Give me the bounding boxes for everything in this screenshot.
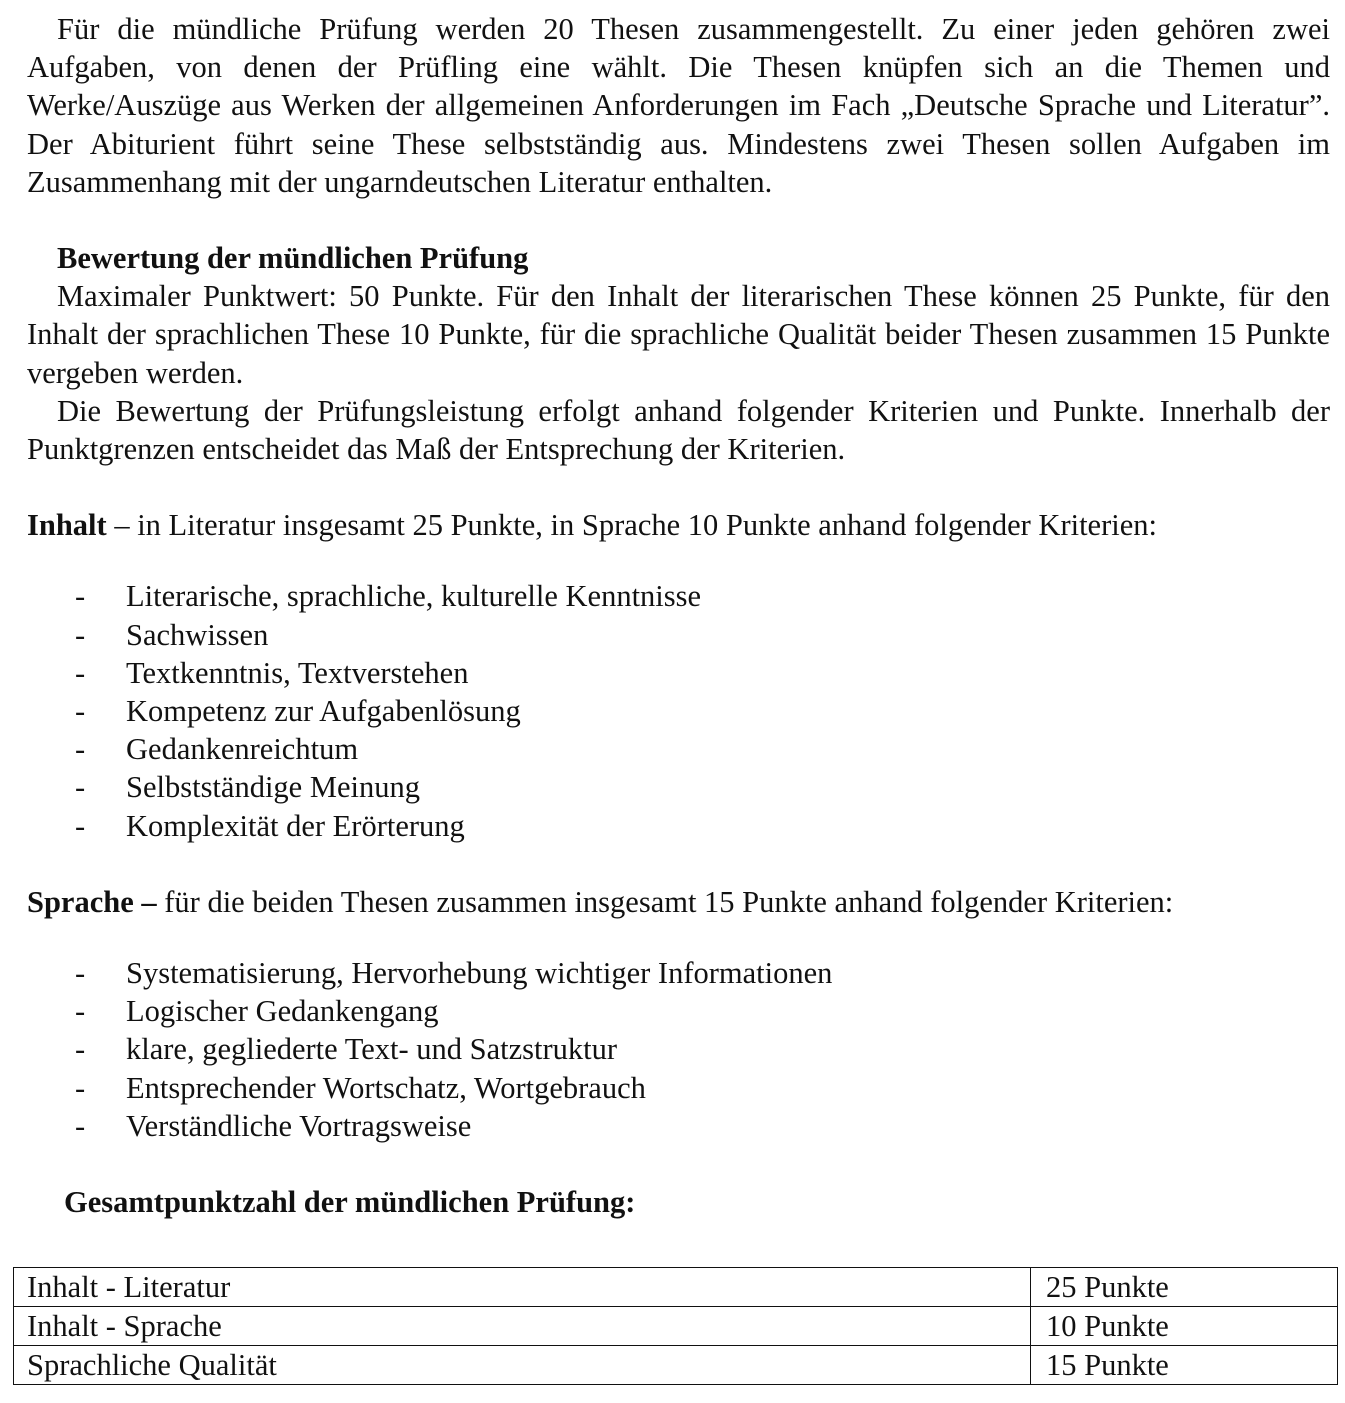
table-row <box>14 1307 1338 1346</box>
bewertung-paragraph-2: Die Bewertung der Prüfungsleistung erfolgt anhand folgender Kriterien und Punkte. Innerhalb der Punktgrenzen entscheidet das Maß der Entsprechung der Kriterien. <box>27 393 1330 467</box>
list-item <box>27 692 1330 730</box>
list-dash: - <box>75 1032 86 1067</box>
criterion-text: Textkenntnis, Textverstehen <box>126 655 469 690</box>
list-dash: - <box>75 808 86 843</box>
sprache-label: Sprache – <box>27 884 157 919</box>
inhalt-intro <box>27 506 1330 544</box>
table-row <box>14 1268 1338 1307</box>
list-item <box>27 616 1330 654</box>
list-item <box>27 992 1330 1030</box>
list-dash: - <box>75 770 86 805</box>
criterion-text: Sachwissen <box>126 617 269 652</box>
list-item <box>27 654 1330 692</box>
criterion-text: Logischer Gedankengang <box>126 994 439 1029</box>
list-item <box>27 577 1330 615</box>
list-dash: - <box>75 617 86 652</box>
inhalt-text: – in Literatur insgesamt 25 Punkte, in Sprache 10 Punkte anhand folgender Kriterien: <box>106 508 1157 543</box>
list-dash: - <box>75 1108 86 1143</box>
inhalt-label: Inhalt <box>27 508 107 543</box>
list-dash: - <box>75 732 86 767</box>
sprache-text: für die beiden Thesen zusammen insgesamt 15 Punkte anhand folgender Kriterien: <box>156 884 1174 919</box>
sprache-intro <box>27 883 1330 921</box>
row-label: Inhalt - Sprache <box>14 1307 1031 1346</box>
list-item <box>27 1069 1330 1107</box>
criterion-text: Komplexität der Erörterung <box>126 808 465 843</box>
list-item <box>27 768 1330 806</box>
list-dash: - <box>75 655 86 690</box>
criterion-text: Gedankenreichtum <box>126 732 359 767</box>
criterion-text: klare, gegliederte Text- und Satzstruktur <box>126 1032 618 1067</box>
criterion-text: Verständliche Vortragsweise <box>126 1108 472 1143</box>
total-points-table <box>13 1267 1338 1385</box>
table-row <box>14 1346 1338 1385</box>
row-value: 10 Punkte <box>1031 1307 1338 1346</box>
list-dash: - <box>75 579 86 614</box>
inhalt-criteria-list <box>27 577 1330 844</box>
list-item <box>27 807 1330 845</box>
list-dash: - <box>75 994 86 1029</box>
list-item <box>27 954 1330 992</box>
row-label: Inhalt - Literatur <box>14 1268 1031 1307</box>
list-dash: - <box>75 694 86 728</box>
bewertung-paragraph-1: Maximaler Punktwert: 50 Punkte. Für den Inhalt der literarischen These können 25 Punkte, für den Inhalt der sprachlichen These 10 Punkte, für die sprachliche Qualität beider Thesen zusammen 15 Punkte vergeben werden. <box>27 279 1330 390</box>
list-dash: - <box>75 955 86 990</box>
intro-paragraph: Für die mündliche Prüfung werden 20 Thesen zusammengestellt. Zu einer jeden gehören zwei Aufgaben, von denen der Prüfling eine wählt. Die Thesen knüpfen sich an die Themen und Werke/Auszüge aus Werken der allgemeinen Anforderungen im Fach „Deutsche Sprache und Literatur”. Der Abiturient führt seine These selbstständig aus. Mindestens zwei Thesen sollen Aufgaben im Zusammenhang mit der ungarndeutschen Literatur enthalten. <box>27 12 1330 199</box>
criterion-text: Entsprechender Wortschatz, Wortgebrauch <box>126 1070 646 1105</box>
total-heading: Gesamtpunktzahl der mündlichen Prüfung: <box>64 1184 636 1219</box>
row-value: 15 Punkte <box>1031 1346 1338 1385</box>
bewertung-heading: Bewertung der mündlichen Prüfung <box>57 241 529 276</box>
row-label: Sprachliche Qualität <box>14 1346 1031 1385</box>
criterion-text: Systematisierung, Hervorhebung wichtiger Informationen <box>126 955 833 990</box>
list-item <box>27 1107 1330 1145</box>
list-item <box>27 730 1330 768</box>
criterion-text: Selbstständige Meinung <box>126 770 420 805</box>
document-page <box>27 10 1330 1221</box>
list-dash: - <box>75 1070 86 1105</box>
sprache-criteria-list <box>27 954 1330 1145</box>
row-value: 25 Punkte <box>1031 1268 1338 1307</box>
criterion-text: Literarische, sprachliche, kulturelle Kenntnisse <box>126 579 702 614</box>
criterion-text: Kompetenz zur Aufgabenlösung <box>126 694 521 728</box>
list-item <box>27 1030 1330 1068</box>
